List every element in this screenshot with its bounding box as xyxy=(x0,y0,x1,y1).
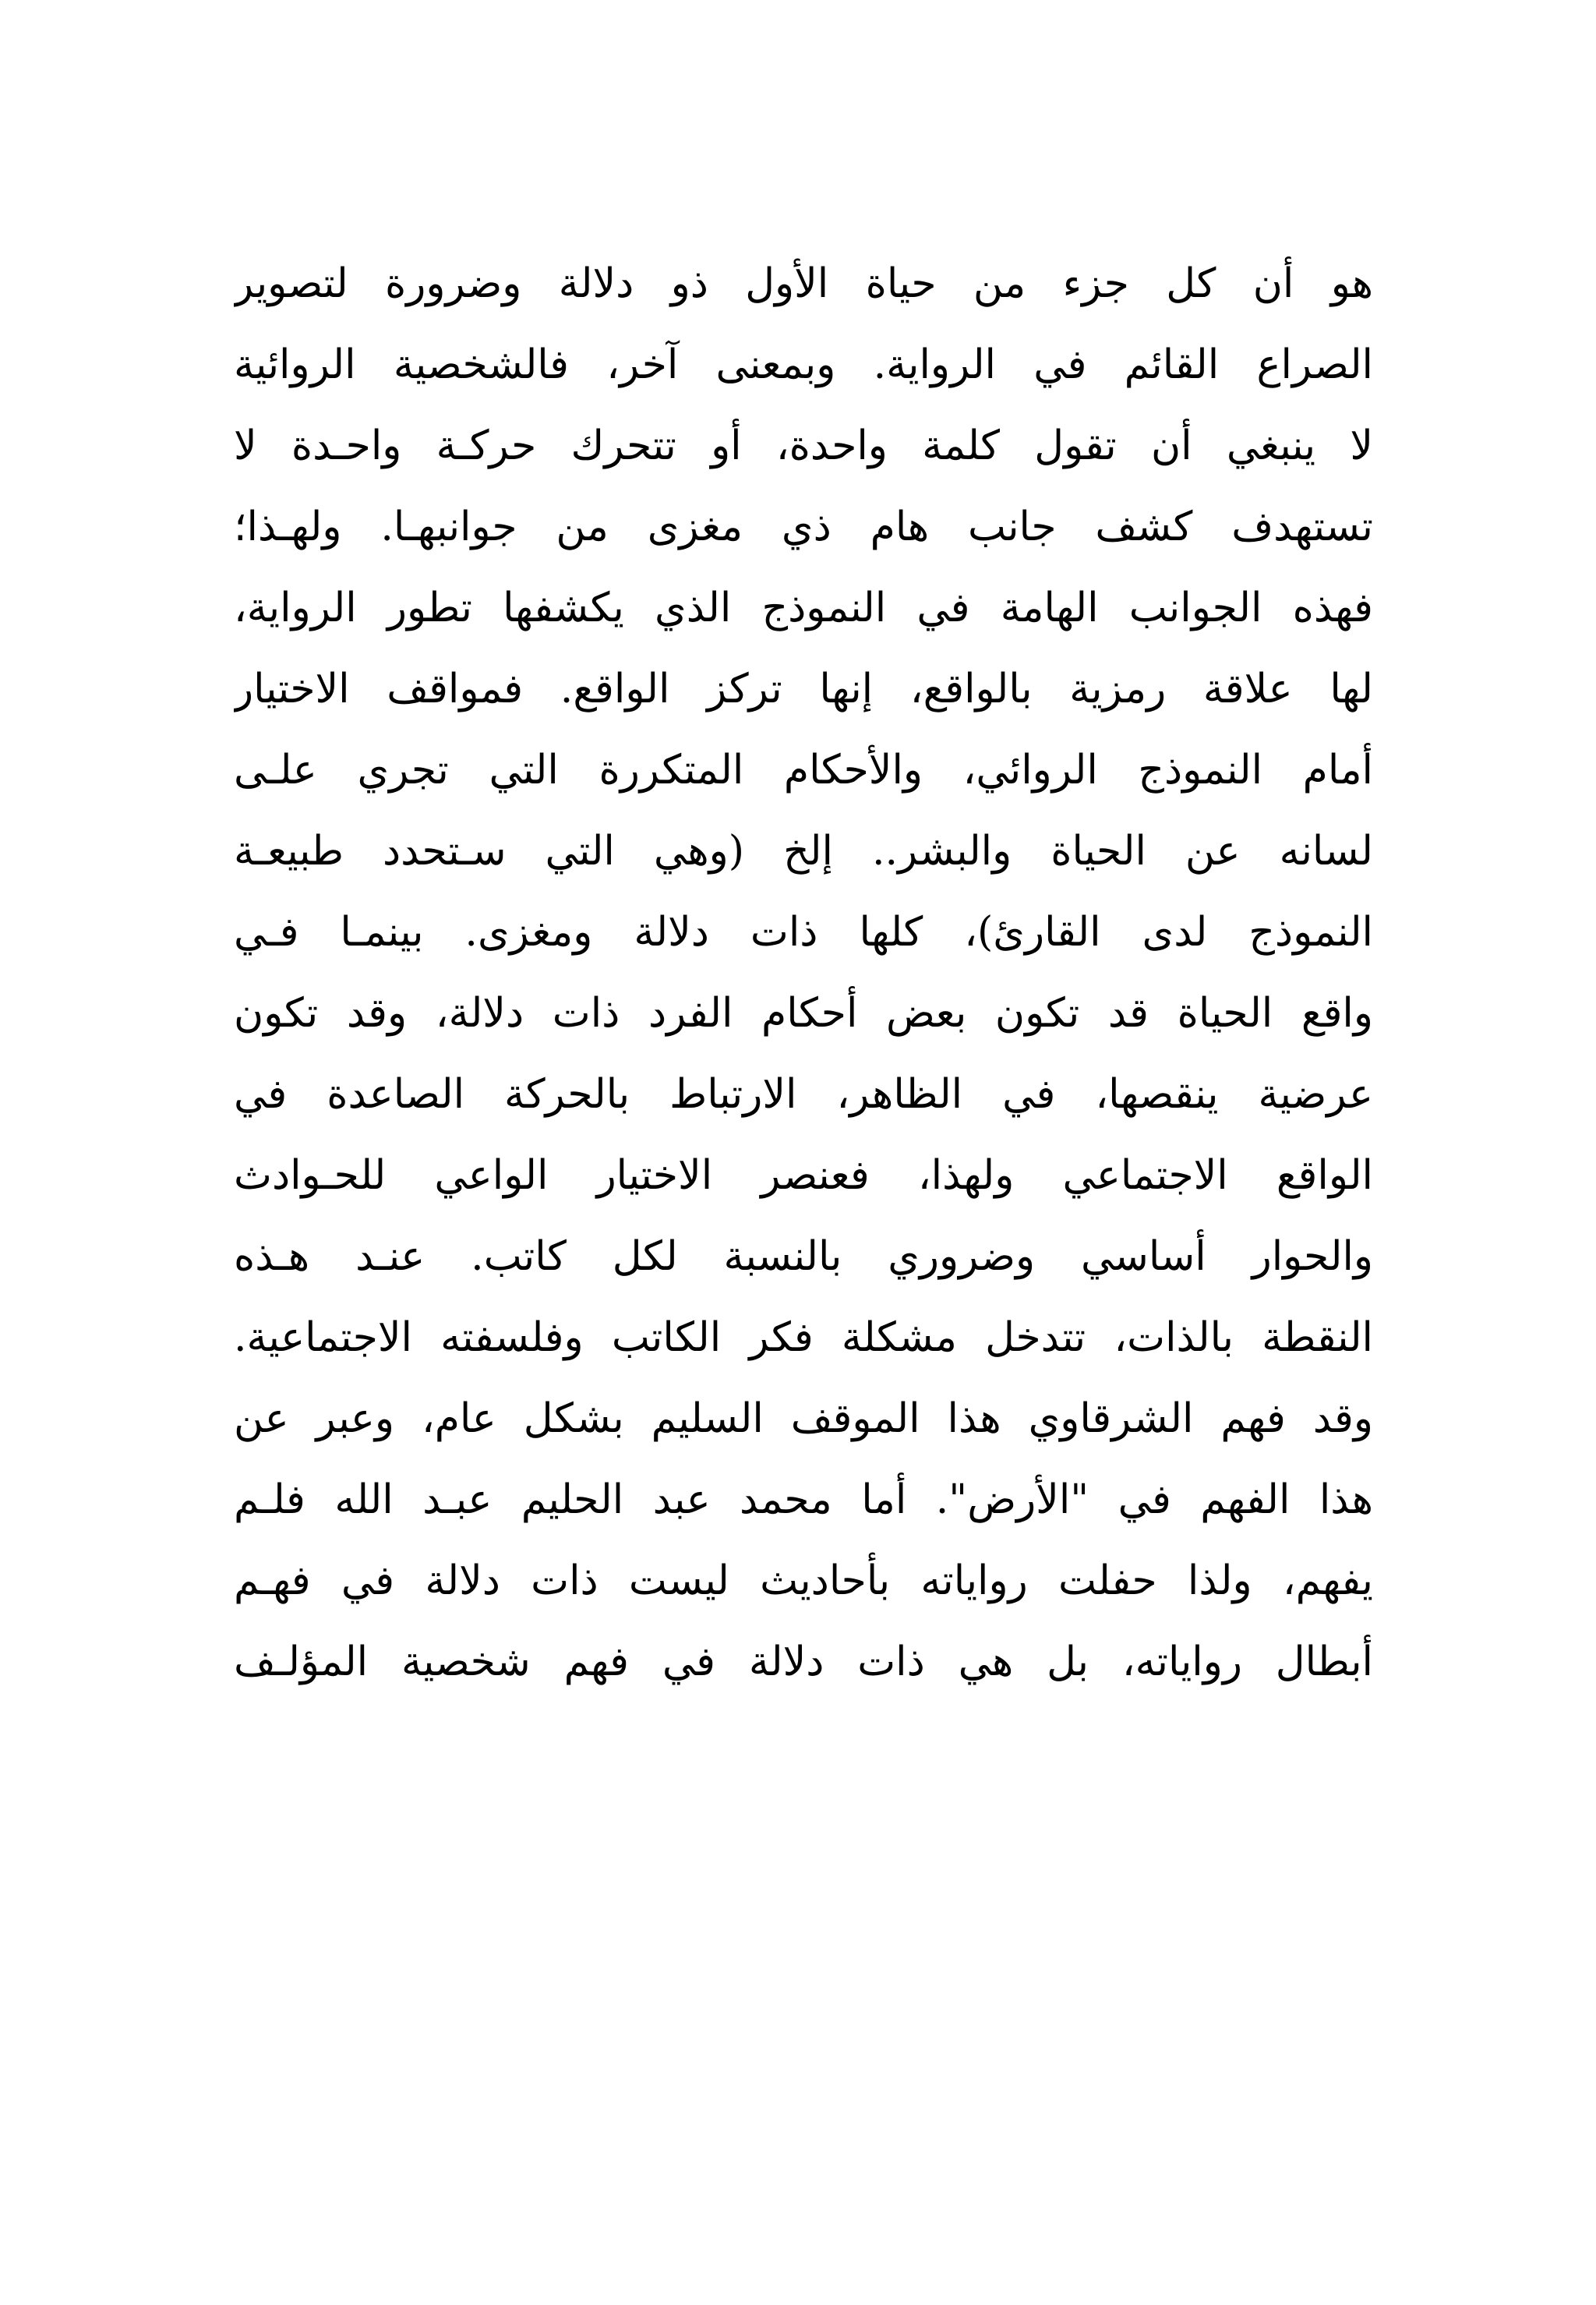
text-line: واقع الحياة قد تكون بعض أحكام الفرد ذات دلالة، وقد تكون xyxy=(234,990,1373,1037)
text-line: يفهم، ولذا حفلت رواياته بأحاديث ليست ذات دلالة في فهـم xyxy=(234,1557,1373,1604)
text-line: عرضية ينقصها، في الظاهر، الارتباط بالحركة الصاعدة في xyxy=(234,1071,1373,1118)
text-line: لسانه عن الحياة والبشر.. إلخ (وهي التي سـتحدد طبيعـة xyxy=(234,828,1373,875)
text-line: النموذج لدى القارئ)، كلها ذات دلالة ومغزى. بينمـا فـي xyxy=(234,909,1373,956)
text-line: هذا الفهم في "الأرض". أما محمد عبد الحليم عبـد الله فلـم xyxy=(234,1476,1373,1523)
text-line: فهذه الجوانب الهامة في النموذج الذي يكشفها تطور الرواية، xyxy=(234,585,1373,631)
text-line: تستهدف كشف جانب هام ذي مغزى من جوانبهـا. ولهـذا؛ xyxy=(234,504,1373,550)
text-line: هو أن كل جزء من حياة الأول ذو دلالة وضرورة لتصوير xyxy=(234,260,1373,307)
text-line: الواقع الاجتماعي ولهذا، فعنصر الاختيار الواعي للحـوادث xyxy=(234,1152,1373,1199)
text-line: والحوار أساسي وضروري بالنسبة لكل كاتب. عنـد هـذه xyxy=(234,1233,1373,1280)
text-line: النقطة بالذات، تتدخل مشكلة فكر الكاتب وفلسفته الاجتماعية. xyxy=(234,1314,1373,1361)
text-line: وقد فهم الشرقاوي هذا الموقف السليم بشكل عام، وعبر عن xyxy=(234,1395,1373,1442)
text-line: أبطال رواياته، بل هي ذات دلالة في فهم شخصية المؤلـف xyxy=(234,1639,1373,1685)
body-paragraph xyxy=(234,243,1373,1702)
text-line: لا ينبغي أن تقول كلمة واحدة، أو تتحرك حركـة واحـدة لا xyxy=(234,422,1373,469)
text-line: الصراع القائم في الرواية. وبمعنى آخر، فالشخصية الروائية xyxy=(234,341,1373,388)
text-line: أمام النموذج الروائي، والأحكام المتكررة التي تجري علـى xyxy=(234,747,1373,794)
text-line: لها علاقة رمزية بالواقع، إنها تركز الواقع. فمواقف الاختيار xyxy=(234,666,1373,712)
